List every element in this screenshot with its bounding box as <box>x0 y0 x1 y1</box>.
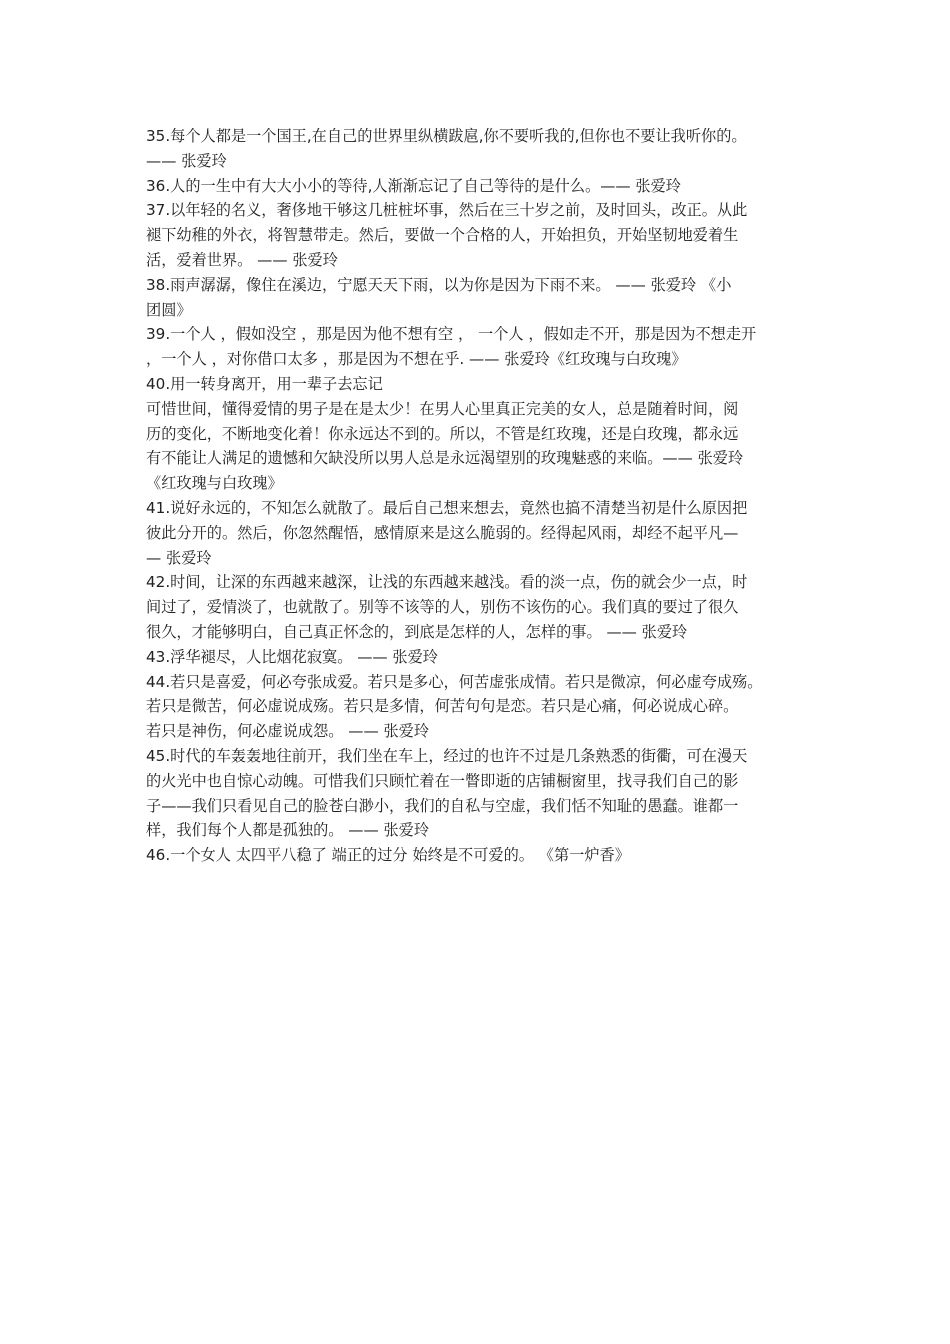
text-line: 40.用一转身离开，用一辈子去忘记 <box>146 374 383 393</box>
text-line: 46.一个女人 太四平八稳了 端正的过分 始终是不可爱的。 《第一炉香》 <box>146 846 630 865</box>
text-line: 若只是微苦，何必虚说成殇。若只是多情，何苦句句是恋。若只是心痛，何必说成心碎。 <box>146 697 739 716</box>
document-body <box>146 124 818 868</box>
text-line: 45.时代的车轰轰地往前开，我们坐在车上，经过的也许不过是几条熟悉的街衢，可在漫天 <box>146 746 748 765</box>
text-line: 子——我们只看见自己的脸苍白渺小，我们的自私与空虚，我们恬不知耻的愚蠢。谁都一 <box>146 796 739 815</box>
text-line: —— 张爱玲 <box>146 151 227 170</box>
text-line: 活，爱着世界。 —— 张爱玲 <box>146 250 338 269</box>
text-line: — 张爱玲 <box>146 548 212 567</box>
text-line: 若只是神伤，何必虚说成怨。 —— 张爱玲 <box>146 722 430 741</box>
text-line: 间过了，爱情淡了，也就散了。别等不该等的人，别伤不该伤的心。我们真的要过了很久 <box>146 598 739 617</box>
text-line: 《红玫瑰与白玫瑰》 <box>146 474 283 493</box>
text-line: 41.说好永远的，不知怎么就散了。最后自己想来想去，竟然也搞不清楚当初是什么原因把 <box>146 498 748 517</box>
text-line: 很久，才能够明白，自己真正怀念的，到底是怎样的人，怎样的事。 —— 张爱玲 <box>146 622 688 641</box>
text-line: 的火光中也自惊心动魄。可惜我们只顾忙着在一瞥即逝的店铺橱窗里，找寻我们自己的影 <box>146 771 739 790</box>
text-line: 彼此分开的。然后，你忽然醒悟，感情原来是这么脆弱的。经得起风雨，却经不起平凡— <box>146 523 739 542</box>
text-line: 褪下幼稚的外衣，将智慧带走。然后，要做一个合格的人，开始担负，开始坚韧地爱着生 <box>146 226 739 245</box>
text-line: 43.浮华褪尽，人比烟花寂寞。 —— 张爱玲 <box>146 647 438 666</box>
text-line: 44.若只是喜爱，何必夸张成爱。若只是多心，何苦虚张成情。若只是微凉，何必虚夸成殇。 <box>146 672 763 691</box>
text-line: 有不能让人满足的遗憾和欠缺没所以男人总是永远渴望别的玫瑰魅惑的来临。—— 张爱玲 <box>146 449 744 468</box>
text-line: 38.雨声潺潺，像住在溪边，宁愿天天下雨，以为你是因为下雨不来。 —— 张爱玲 《小 <box>146 275 732 294</box>
text-line: 42.时间，让深的东西越来越深，让浅的东西越来越浅。看的淡一点，伤的就会少一点，时 <box>146 573 748 592</box>
text-line: 样，我们每个人都是孤独的。 —— 张爱玲 <box>146 821 430 840</box>
text-line: 可惜世间，懂得爱情的男子是在是太少！在男人心里真正完美的女人，总是随着时间，阅 <box>146 399 739 418</box>
text-line: ，一个人 ，对你借口太多 ，那是因为不想在乎. —— 张爱玲《红玫瑰与白玫瑰》 <box>146 350 687 369</box>
text-line: 35.每个人都是一个国王,在自己的世界里纵横跋扈,你不要听我的,但你也不要让我听你的。 <box>146 127 747 145</box>
text-line: 36.人的一生中有大大小小的等待,人渐渐忘记了自己等待的是什么。—— 张爱玲 <box>146 176 681 195</box>
text-line: 历的变化，不断地变化着！你永远达不到的。所以，不管是红玫瑰，还是白玫瑰，都永远 <box>146 424 739 443</box>
text-line: 39.一个人 ，假如没空 ，那是因为他不想有空 ， 一个人 ，假如走不开，那是因为不想走开 <box>146 325 757 344</box>
text-line: 37.以年轻的名义，奢侈地干够这几桩桩坏事，然后在三十岁之前，及时回头，改正。从此 <box>146 201 748 220</box>
text-line: 团圆》 <box>146 300 192 319</box>
